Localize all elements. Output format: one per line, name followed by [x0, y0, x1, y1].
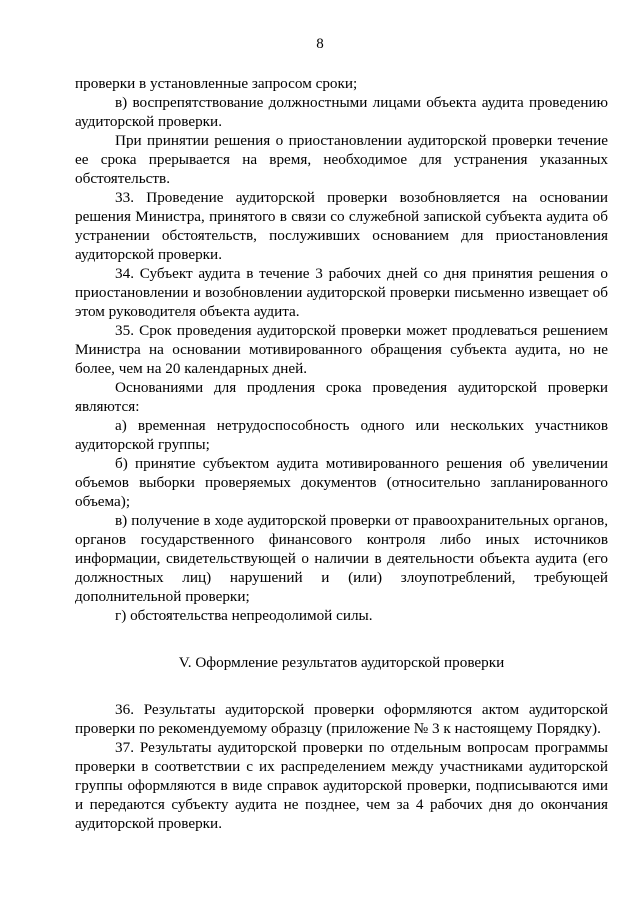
paragraph: 34. Субъект аудита в течение 3 рабочих дней со дня принятия решения о приостановлении и возобновлении аудиторской проверки письменно извещает об этом руководителя объекта аудита. — [75, 265, 608, 320]
paragraph: б) принятие субъектом аудита мотивированного решения об увеличении объемов выборки проверяемых документов (относительно запланированного объема); — [75, 455, 608, 510]
paragraph: 35. Срок проведения аудиторской проверки может продлеваться решением Министра на основании мотивированного обращения субъекта аудита, но не более, чем на 20 календарных дней. — [75, 322, 608, 377]
section-heading: V. Оформление результатов аудиторской проверки — [178, 654, 505, 671]
paragraph: г) обстоятельства непреодолимой силы. — [115, 607, 373, 624]
paragraph: а) временная нетрудоспособность одного или нескольких участников аудиторской группы; — [75, 417, 608, 453]
paragraph: проверки в установленные запросом сроки; — [75, 75, 358, 92]
paragraph: в) воспрепятствование должностными лицами объекта аудита проведению аудиторской проверки. — [75, 94, 608, 130]
paragraph: 37. Результаты аудиторской проверки по отдельным вопросам программы проверки в соответствии с их распределением между участниками аудиторской группы оформляются в виде справок аудиторской проверки, подписываются ими и передаются субъекту аудита не позднее, чем за 4 рабочих дня до окончания аудиторской проверки. — [75, 739, 608, 832]
paragraph: 36. Результаты аудиторской проверки оформляются актом аудиторской проверки по рекомендуемому образцу (приложение № 3 к настоящему Порядку). — [75, 701, 608, 737]
document-body — [75, 74, 608, 833]
page-number: 8 — [316, 36, 324, 52]
paragraph: При принятии решения о приостановлении аудиторской проверки течение ее срока прерывается на время, необходимое для устранения указанных обстоятельств. — [75, 132, 608, 187]
paragraph: Основаниями для продления срока проведения аудиторской проверки являются: — [75, 379, 608, 415]
paragraph: в) получение в ходе аудиторской проверки от правоохранительных органов, органов государственного финансового контроля либо иных источников информации, свидетельствующей о наличии в деятельности объекта аудита (его должностных лиц) нарушений и (или) злоупотреблений, требующей дополнительной проверки; — [75, 512, 608, 605]
paragraph: 33. Проведение аудиторской проверки возобновляется на основании решения Министра, принятого в связи со служебной запиской субъекта аудита об устранении обстоятельств, послуживших основанием для приостановления аудиторской проверки. — [75, 189, 608, 263]
